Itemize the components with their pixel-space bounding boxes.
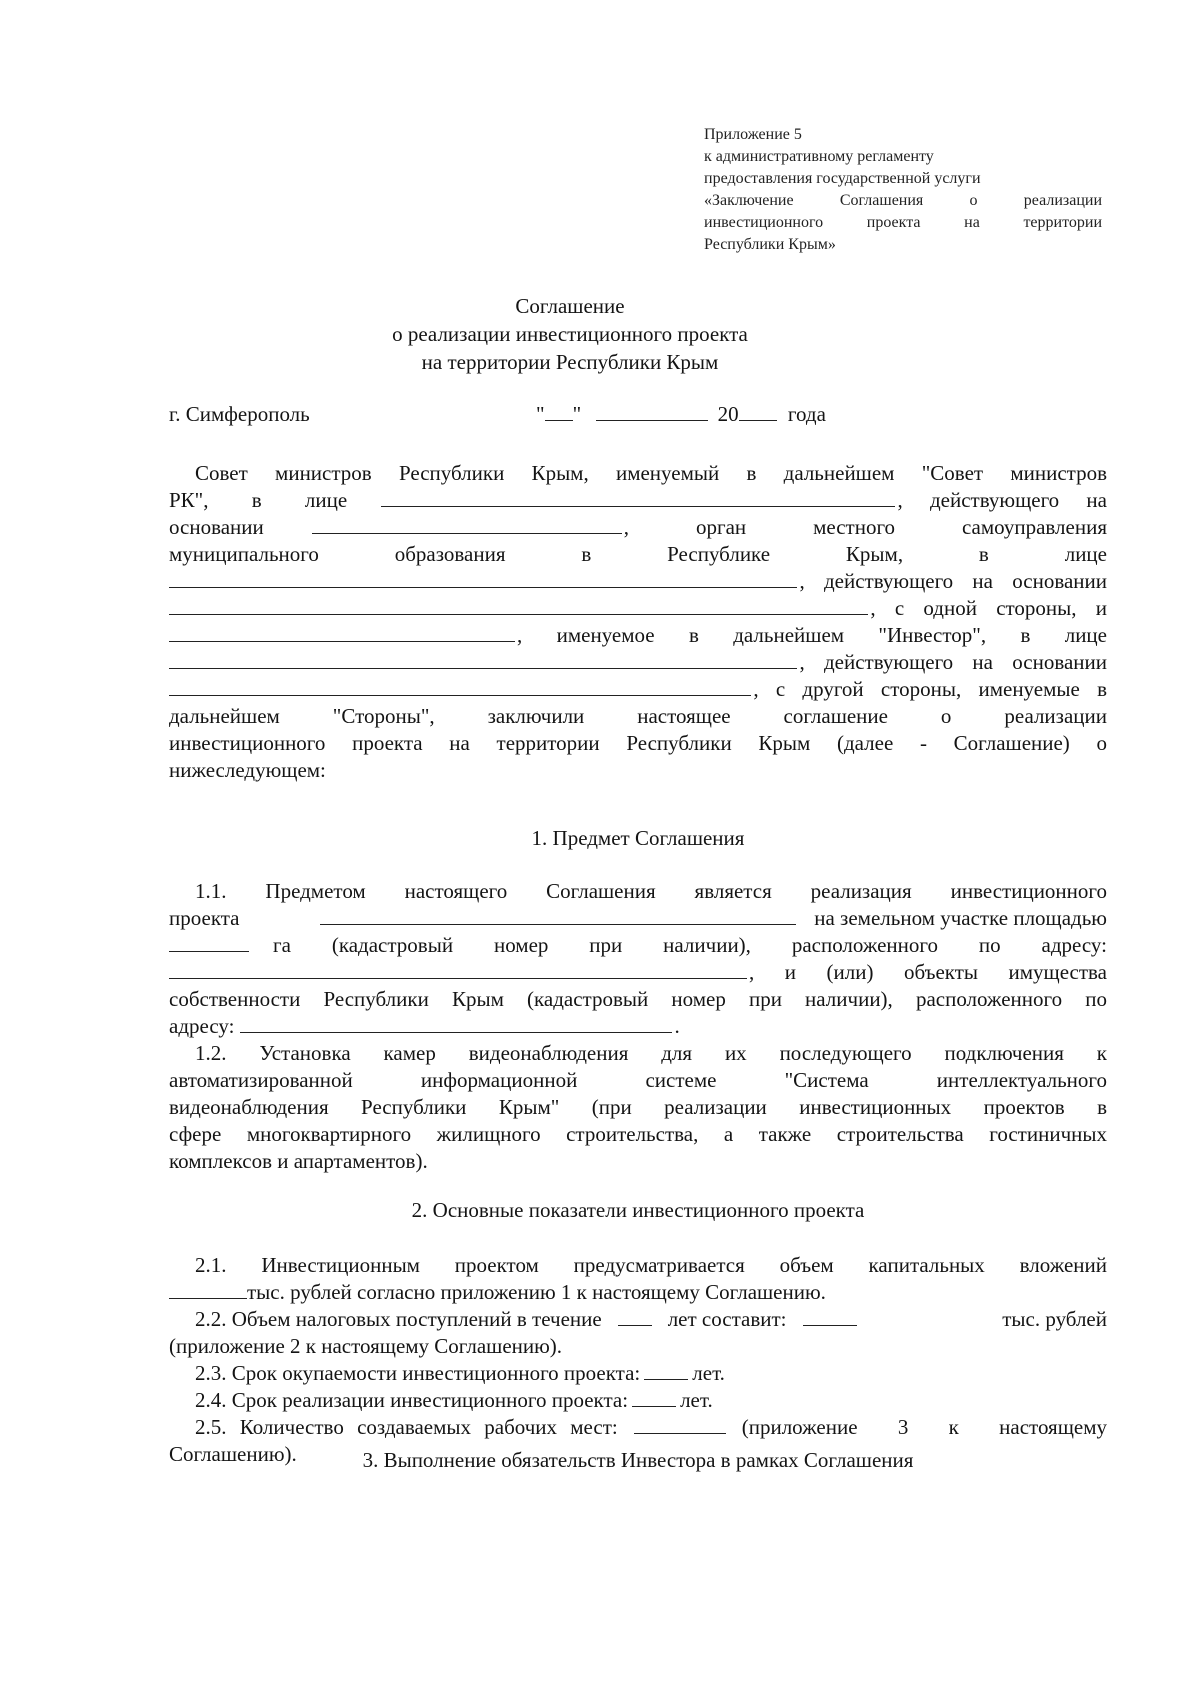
appendix-line: инвестиционного проекта на территории	[704, 214, 1102, 231]
clause-text: 2.5. Количество создаваемых рабочих мест:	[195, 1415, 618, 1439]
jobs-blank	[634, 1415, 726, 1434]
clause-text: лет.	[692, 1361, 725, 1385]
clause-line	[169, 1387, 1107, 1414]
clause-line: (приложение 2 к настоящему Соглашению).	[169, 1334, 563, 1358]
preamble-line: Совет министров Республики Крым, именуемый в дальнейшем "Совет министров	[195, 461, 1107, 485]
clause-line: сфере многоквартирного жилищного строительства, а также строительства гостиничных	[169, 1122, 1107, 1146]
clause-line: 1.1. Предметом настоящего Соглашения является реализация инвестиционного	[195, 879, 1107, 903]
date-line	[536, 402, 826, 427]
clause-line	[169, 1306, 1107, 1333]
preamble-text: , орган местного самоуправления	[623, 515, 1107, 539]
clause-line: автоматизированной информационной системе "Система интеллектуального	[169, 1068, 1107, 1092]
area-blank	[169, 933, 249, 952]
clause-line: 2.1. Инвестиционным проектом предусматривается объем капитальных вложений	[195, 1253, 1107, 1277]
preamble-line	[169, 487, 1107, 514]
representative-blank	[381, 488, 895, 507]
preamble-text: , действующего на основании	[799, 650, 1107, 674]
title-line: Соглашение	[515, 294, 625, 318]
clause-line: комплексов и апартаментов).	[169, 1149, 428, 1173]
date-suffix: года	[787, 402, 826, 426]
month-blank	[596, 402, 708, 421]
clause-line: Соглашению).	[169, 1442, 297, 1466]
clause-text: 2.2. Объем налоговых поступлений в течение	[195, 1307, 602, 1331]
clause-text: .	[674, 1014, 680, 1038]
basis-blank	[169, 677, 751, 696]
place-of-signing: г. Симферополь	[169, 402, 310, 426]
preamble-text: , действующего на основании	[799, 569, 1107, 593]
appendix-line: к административному регламенту	[704, 148, 934, 165]
tax-amount-blank	[803, 1307, 857, 1326]
preamble-line	[169, 622, 1107, 649]
clause-text: лет.	[680, 1388, 713, 1412]
preamble-line: дальнейшем "Стороны", заключили настоящее соглашение о реализации	[169, 704, 1107, 728]
day-blank	[545, 402, 573, 421]
clause-line	[169, 1414, 1107, 1441]
clause-line: видеонаблюдения Республики Крым" (при реализации инвестиционных проектов в	[169, 1095, 1107, 1119]
implementation-term-blank	[632, 1388, 676, 1407]
section-2-heading: 2. Основные показатели инвестиционного проекта	[411, 1198, 865, 1222]
clause-text: 2.4. Срок реализации инвестиционного проекта:	[195, 1388, 629, 1412]
clause-text: га (кадастровый номер при наличии), расположенного по адресу:	[273, 933, 1107, 957]
clause-text: тыс. рублей	[1002, 1307, 1107, 1331]
appendix-line: Республики Крым»	[704, 236, 836, 253]
preamble-text: , с другой стороны, именуемые в	[753, 677, 1107, 701]
clause-text: (приложение 3 к настоящему	[741, 1415, 1107, 1439]
preamble-line	[169, 676, 1107, 703]
preamble	[169, 460, 1107, 784]
address-blank	[169, 960, 747, 979]
preamble-line	[169, 595, 1107, 622]
preamble-text: , с одной стороны, и	[870, 596, 1107, 620]
preamble-line: муниципального образования в Республике Крым, в лице	[169, 542, 1107, 566]
year-prefix: 20	[717, 402, 739, 426]
clause-line	[169, 905, 1107, 932]
title-line: на территории Республики Крым	[421, 350, 719, 374]
preamble-line: инвестиционного проекта на территории Республики Крым (далее - Соглашение) о	[169, 731, 1107, 755]
clause-text: адресу:	[169, 1014, 235, 1038]
representative-blank	[169, 650, 797, 669]
date-quote-close: "	[572, 402, 582, 426]
clause-line	[169, 1013, 1107, 1040]
clause-line	[169, 932, 1107, 959]
preamble-line	[169, 568, 1107, 595]
appendix-line: Приложение 5	[704, 126, 802, 143]
basis-blank	[312, 515, 622, 534]
section-2-body	[169, 1252, 1107, 1468]
clause-line	[169, 1360, 1107, 1387]
payback-blank	[644, 1361, 688, 1380]
appendix-note	[704, 124, 1102, 256]
preamble-text: основании	[169, 515, 264, 539]
investor-blank	[169, 623, 515, 642]
address-blank	[240, 1014, 672, 1033]
project-name-blank	[320, 906, 797, 925]
clause-line: 1.2. Установка камер видеонаблюдения для их последующего подключения к	[195, 1041, 1107, 1065]
document-title	[300, 292, 840, 376]
basis-blank	[169, 596, 868, 615]
section-1-body	[169, 878, 1107, 1175]
preamble-line: нижеследующем:	[169, 758, 326, 782]
preamble-text: , именуемое в дальнейшем "Инвестор", в лице	[517, 623, 1107, 647]
year-blank	[739, 402, 777, 421]
clause-text: 2.3. Срок окупаемости инвестиционного проекта:	[195, 1361, 641, 1385]
section-3-heading: 3. Выполнение обязательств Инвестора в рамках Соглашения	[362, 1448, 914, 1472]
years-blank	[618, 1307, 652, 1326]
clause-line	[169, 959, 1107, 986]
section-1-heading: 1. Предмет Соглашения	[531, 826, 745, 850]
preamble-text: РК", в лице	[169, 488, 348, 512]
date-quote-open: "	[536, 402, 545, 426]
title-line: о реализации инвестиционного проекта	[392, 322, 748, 346]
appendix-line: предоставления государственной услуги	[704, 170, 981, 187]
clause-line: собственности Республики Крым (кадастровый номер при наличии), расположенного по	[169, 987, 1107, 1011]
clause-line	[169, 1279, 1107, 1306]
investment-amount-blank	[169, 1280, 247, 1299]
preamble-line	[169, 514, 1107, 541]
clause-text: проекта	[169, 906, 240, 930]
preamble-text: , действующего на	[897, 488, 1107, 512]
clause-text: тыс. рублей согласно приложению 1 к настоящему Соглашению.	[247, 1280, 826, 1304]
clause-text: лет составит:	[667, 1307, 787, 1331]
representative-blank	[169, 569, 797, 588]
clause-text: , и (или) объекты имущества	[749, 960, 1107, 984]
preamble-line	[169, 649, 1107, 676]
appendix-line: «Заключение Соглашения о реализации	[704, 192, 1102, 209]
clause-text: на земельном участке площадью	[814, 906, 1107, 930]
